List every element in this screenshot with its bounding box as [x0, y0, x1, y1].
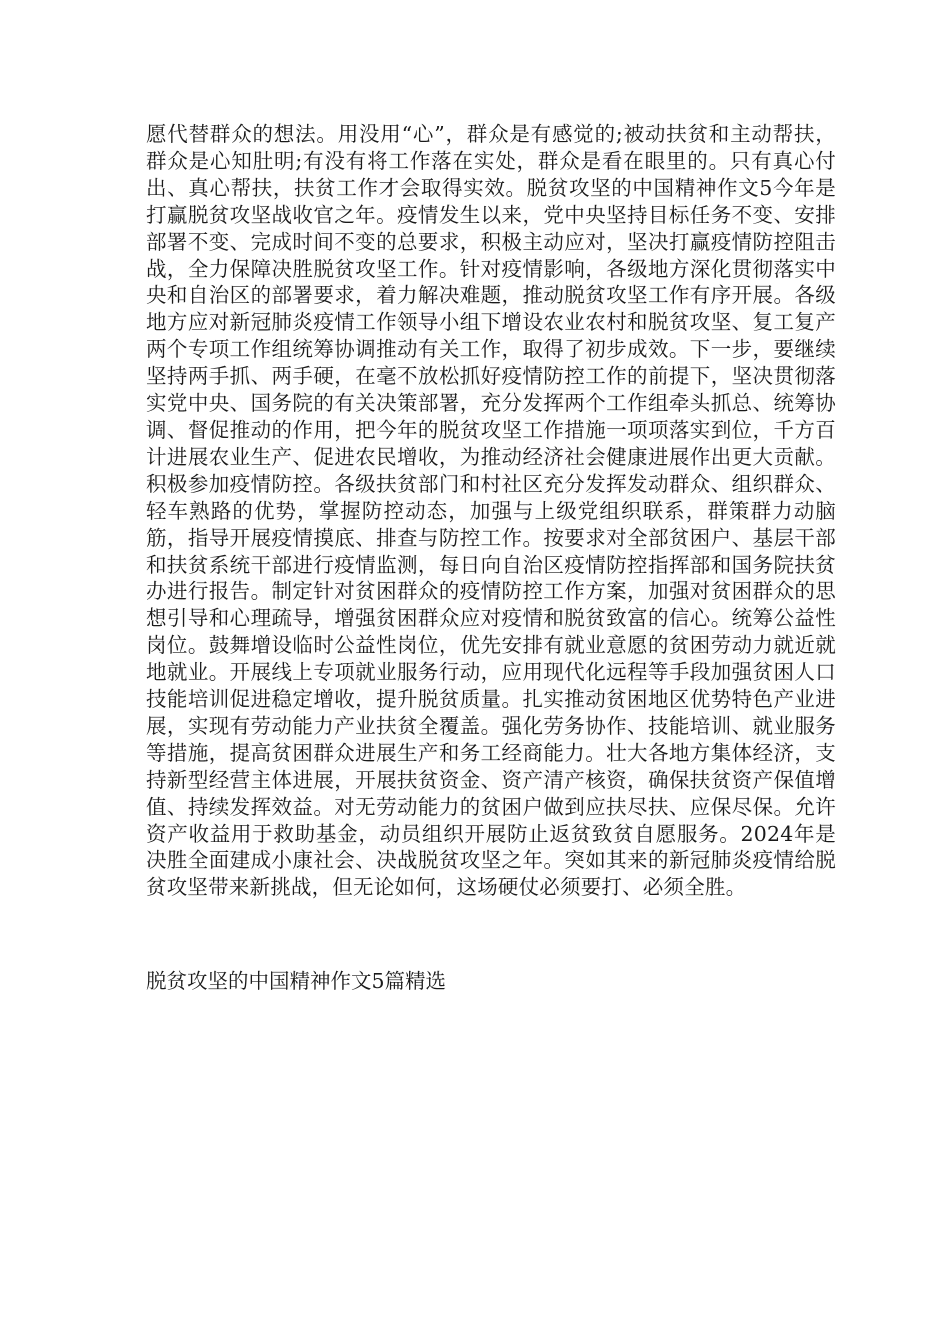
document-title-footer: 脱贫攻坚的中国精神作文5篇精选 — [146, 969, 447, 993]
body-paragraph: 愿代替群众的想法。用没用“心”，群众是有感觉的;被动扶贫和主动帮扶，群众是心知肚明;有没有将工作落在实处，群众是看在眼里的。只有真心付出、真心帮扶，扶贫工作才会取得实效。脱贫攻坚的中国精神作文5今年是打赢脱贫攻坚战收官之年。疫情发生以来，党中央坚持目标任务不变、安排部署不变、完成时间不变的总要求，积极主动应对，坚决打赢疫情防控阻击战，全力保障决胜脱贫攻坚工作。针对疫情影响，各级地方深化贯彻落实中央和自治区的部署要求，着力解决难题，推动脱贫攻坚工作有序开展。各级地方应对新冠肺炎疫情工作领导小组下增设农业农村和脱贫攻坚、复工复产两个专项工作组统筹协调推动有关工作，取得了初步成效。下一步，要继续坚持两手抓、两手硬，在毫不放松抓好疫情防控工作的前提下，坚决贯彻落实党中央、国务院的有关决策部署，充分发挥两个工作组牵头抓总、统筹协调、督促推动的作用，把今年的脱贫攻坚工作措施一项项落实到位，千方百计进展农业生产、促进农民增收，为推动经济社会健康进展作出更大贡献。积极参加疫情防控。各级扶贫部门和村社区充分发挥发动群众、组织群众、轻车熟路的优势，掌握防控动态，加强与上级党组织联系，群策群力动脑筋，指导开展疫情摸底、排查与防控工作。按要求对全部贫困户、基层干部和扶贫系统干部进行疫情监测，每日向自治区疫情防控指挥部和国务院扶贫办进行报告。制定针对贫困群众的疫情防控工作方案，加强对贫困群众的思想引导和心理疏导，增强贫困群众应对疫情和脱贫致富的信心。统筹公益性岗位。鼓舞增设临时公益性岗位，优先安排有就业意愿的贫困劳动力就近就地就业。开展线上专项就业服务行动，应用现代化远程等手段加强贫困人口技能培训促进稳定增收，提升脱贫质量。扎实推动贫困地区优势特色产业进展，实现有劳动能力产业扶贫全覆盖。强化劳务协作、技能培训、就业服务等措施，提高贫困群众进展生产和务工经商能力。壮大各地方集体经济，支持新型经营主体进展，开展扶贫资金、资产清产核资，确保扶贫资产保值增值、持续发挥效益。对无劳动能力的贫困户做到应扶尽扶、应保尽保。允许资产收益用于救助基金，动员组织开展防止返贫致贫自愿服务。2024年是决胜全面建成小康社会、决战脱贫攻坚之年。突如其来的新冠肺炎疫情给脱贫攻坚带来新挑战，但无论如何，这场硬仗必须要打、必须全胜。 — [146, 122, 836, 900]
